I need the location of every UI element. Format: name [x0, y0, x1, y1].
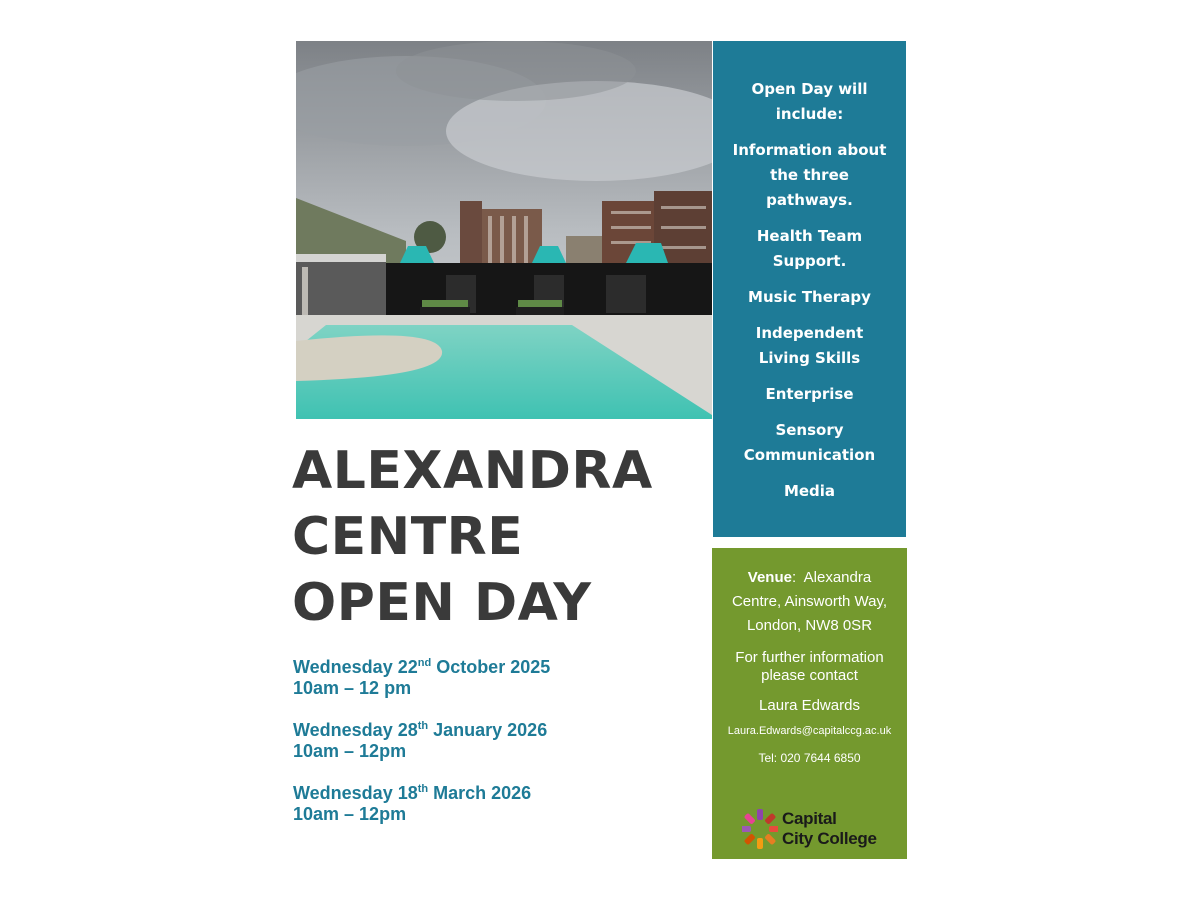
page-title: [292, 438, 653, 636]
includes-heading-line: Open Day will: [751, 80, 868, 98]
date-day: Wednesday 22: [293, 657, 418, 677]
date-suffix: th: [417, 720, 429, 732]
title-line: CENTRE: [292, 507, 524, 567]
include-item-independent-living: [723, 321, 896, 371]
date-time: 10am – 12pm: [293, 741, 407, 761]
include-item-line: Enterprise: [765, 385, 854, 403]
include-item-line: Information about: [732, 141, 887, 159]
contact-name: Laura Edwards: [759, 697, 860, 714]
include-item-health-team: [723, 224, 896, 274]
courtyard-image: [296, 41, 712, 419]
logo-text-line: Capital: [782, 809, 837, 828]
date-suffix: th: [417, 783, 429, 795]
venue-label: Venue: [747, 569, 792, 586]
include-item-line: Sensory: [775, 421, 844, 439]
include-item-line: Health Team: [756, 227, 863, 245]
date-time: 10am – 12 pm: [293, 678, 412, 698]
date-month-year: March 2026: [428, 783, 532, 803]
date-line: [293, 720, 550, 741]
logo-text-line: City College: [782, 829, 877, 848]
venue-address: Centre, Ainsworth Way,: [731, 593, 888, 610]
include-item-line: pathways.: [766, 191, 853, 209]
include-item-line: Music Therapy: [748, 288, 871, 306]
hero-photo: [296, 41, 712, 419]
include-item-line: Support.: [772, 252, 847, 270]
date-day: Wednesday 18: [293, 783, 418, 803]
further-info-line: For further information: [735, 649, 884, 666]
college-logo-icon: [742, 807, 778, 851]
includes-heading: [723, 77, 896, 127]
date-suffix: nd: [417, 657, 432, 669]
include-item-line: Communication: [743, 446, 876, 464]
date-entry: [293, 657, 550, 699]
includes-heading-line: include:: [775, 105, 844, 123]
further-info-text: [712, 649, 907, 685]
title-line: ALEXANDRA: [292, 441, 653, 501]
date-entry: [293, 720, 550, 762]
date-month-year: October 2025: [431, 657, 551, 677]
include-item-line: Living Skills: [758, 349, 861, 367]
date-day: Wednesday 28: [293, 720, 418, 740]
include-item-sensory-communication: [723, 418, 896, 468]
include-item-line: Media: [783, 482, 836, 500]
include-item-media: [723, 479, 896, 504]
date-time: 10am – 12pm: [293, 804, 407, 824]
include-item-music-therapy: [723, 285, 896, 310]
date-month-year: January 2026: [428, 720, 548, 740]
venue-address: Alexandra: [803, 569, 872, 586]
venue-info: [720, 566, 899, 638]
logo-text: [782, 809, 877, 849]
date-entry: [293, 783, 550, 825]
further-info-line: please contact: [761, 667, 858, 684]
contact-phone: Tel: 020 7644 6850: [758, 751, 861, 765]
include-item-line: Independent: [755, 324, 864, 342]
venue-address: London, NW8 0SR: [746, 617, 873, 634]
contact-email-link[interactable]: Laura.Edwards@capitalccg.ac.uk: [727, 725, 892, 737]
venue-contact-panel: [712, 548, 907, 859]
include-item-enterprise: [723, 382, 896, 407]
open-day-includes-panel: [713, 41, 906, 537]
open-day-dates: [293, 657, 550, 846]
venue-line: Venue: Alexandra: [747, 569, 872, 586]
date-line: [293, 783, 550, 804]
capital-city-college-logo: [742, 807, 892, 853]
include-item-line: the three: [770, 166, 849, 184]
date-line: [293, 657, 550, 678]
title-line: OPEN DAY: [292, 573, 592, 633]
include-item-pathways: [723, 138, 896, 213]
